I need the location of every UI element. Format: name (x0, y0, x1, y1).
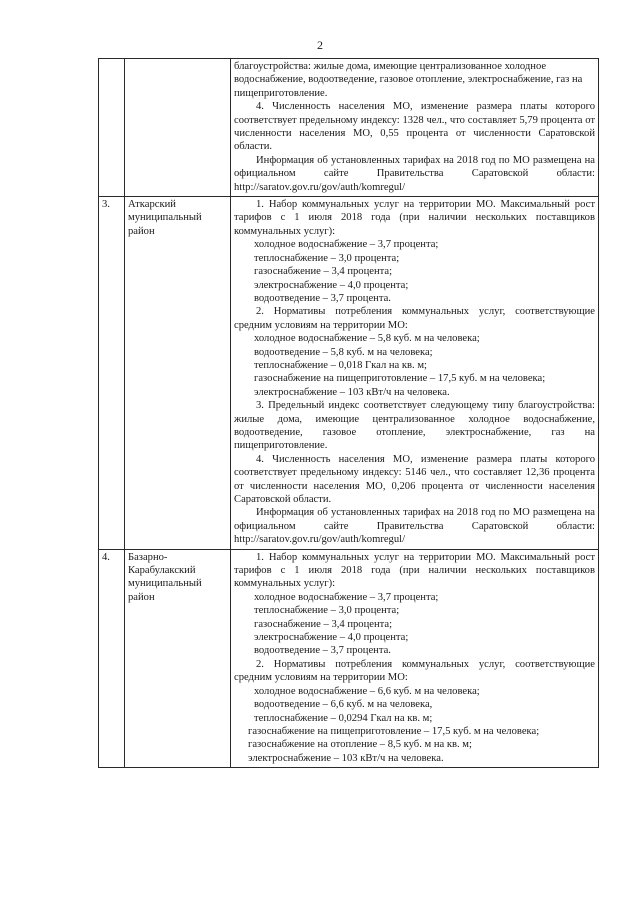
tariff-info-cell (231, 59, 599, 197)
info-line: газоснабжение – 3,4 процента; (254, 618, 393, 630)
info-paragraph: Информация об установленных тарифах на 2018 год по МО размещена на официальном сайте Правительства Саратовской области: http://saratov.gov.ru/gov/auth/komregul/ (234, 507, 595, 546)
info-paragraph: 1. Набор коммунальных услуг на территории МО. Максимальный рост тарифов с 1 июля 2018 года (при наличии нескольких поставщиков коммунальных услуг): (234, 551, 595, 590)
row-number: 4. (99, 549, 125, 768)
info-line: теплоснабжение – 0,0294 Гкал на кв. м; (254, 712, 433, 724)
table-row (99, 197, 599, 550)
info-line: водоотведение – 3,7 процента. (254, 292, 391, 304)
tariff-info-cell (231, 549, 599, 768)
municipality-name (125, 59, 231, 197)
info-paragraph: 4. Численность населения МО, изменение размера платы которого соответствует предельному индексу: 1328 чел., что составляет 5,79 процента от численности населения МО, 0,55 процента от численности Саратовской области. (234, 101, 595, 153)
info-line: электроснабжение – 4,0 процента; (254, 279, 409, 291)
info-line: холодное водоснабжение – 5,8 куб. м на человека; (254, 333, 480, 345)
info-paragraph: 4. Численность населения МО, изменение размера платы которого соответствует предельному индексу: 5146 чел., что составляет 12,36 процента от численности населения МО, 0,206 процента от численности населения Саратовской области. (234, 453, 595, 505)
info-line: электроснабжение – 103 кВт/ч на человека. (248, 752, 444, 764)
info-line: газоснабжение на пищеприготовление – 17,5 куб. м на человека; (254, 373, 546, 385)
table-row (99, 59, 599, 197)
info-line: холодное водоснабжение – 3,7 процента; (254, 591, 439, 603)
info-line: газоснабжение на отопление – 8,5 куб. м на кв. м; (248, 739, 472, 751)
row-number: 3. (99, 197, 125, 550)
municipality-name: Базарно-Карабулакский муниципальный район (125, 549, 231, 768)
info-line: водоотведение – 3,7 процента. (254, 645, 391, 657)
row-number (99, 59, 125, 197)
info-paragraph: 2. Нормативы потребления коммунальных услуг, соответствующие средним условиям на территории МО: (234, 658, 595, 684)
info-line: электроснабжение – 103 кВт/ч на человека. (254, 386, 450, 398)
info-line: холодное водоснабжение – 6,6 куб. м на человека; (254, 685, 480, 697)
info-line: холодное водоснабжение – 3,7 процента; (254, 239, 439, 251)
tariff-info-cell (231, 197, 599, 550)
info-paragraph: 3. Предельный индекс соответствует следующему типу благоустройства: жилые дома, имеющие централизованное холодное водоснабжение, водоотведение, газовое отопление, электроснабжение, газ на пищеприготовление. (234, 400, 595, 452)
info-line: газоснабжение – 3,4 процента; (254, 266, 393, 278)
info-line: теплоснабжение – 3,0 процента; (254, 252, 400, 264)
page-number: 2 (317, 38, 323, 52)
info-line: теплоснабжение – 3,0 процента; (254, 605, 400, 617)
info-paragraph: Информация об установленных тарифах на 2018 год по МО размещена на официальном сайте Правительства Саратовской области: http://saratov.gov.ru/gov/auth/komregul/ (234, 154, 595, 193)
info-paragraph: 2. Нормативы потребления коммунальных услуг, соответствующие средним условиям на территории МО: (234, 306, 595, 331)
info-paragraph: 1. Набор коммунальных услуг на территории МО. Максимальный рост тарифов с 1 июля 2018 года (при наличии нескольких поставщиков коммунальных услуг): (234, 199, 595, 237)
info-line: электроснабжение – 4,0 процента; (254, 632, 409, 644)
info-line: теплоснабжение – 0,018 Гкал на кв. м; (254, 359, 428, 371)
table-row (99, 549, 599, 768)
info-line: газоснабжение на пищеприготовление – 17,5 куб. м на человека; (248, 725, 540, 737)
info-paragraph: благоустройства: жилые дома, имеющие централизованное холодное водоснабжение, водоотведение, газовое отопление, электроснабжение, газ на пищеприготовление. (234, 61, 583, 99)
info-line: водоотведение – 6,6 куб. м на человека, (254, 699, 433, 711)
tariff-table (98, 58, 599, 768)
info-line: водоотведение – 5,8 куб. м на человека; (254, 346, 433, 358)
municipality-name: Аткарский муниципальный район (125, 197, 231, 550)
